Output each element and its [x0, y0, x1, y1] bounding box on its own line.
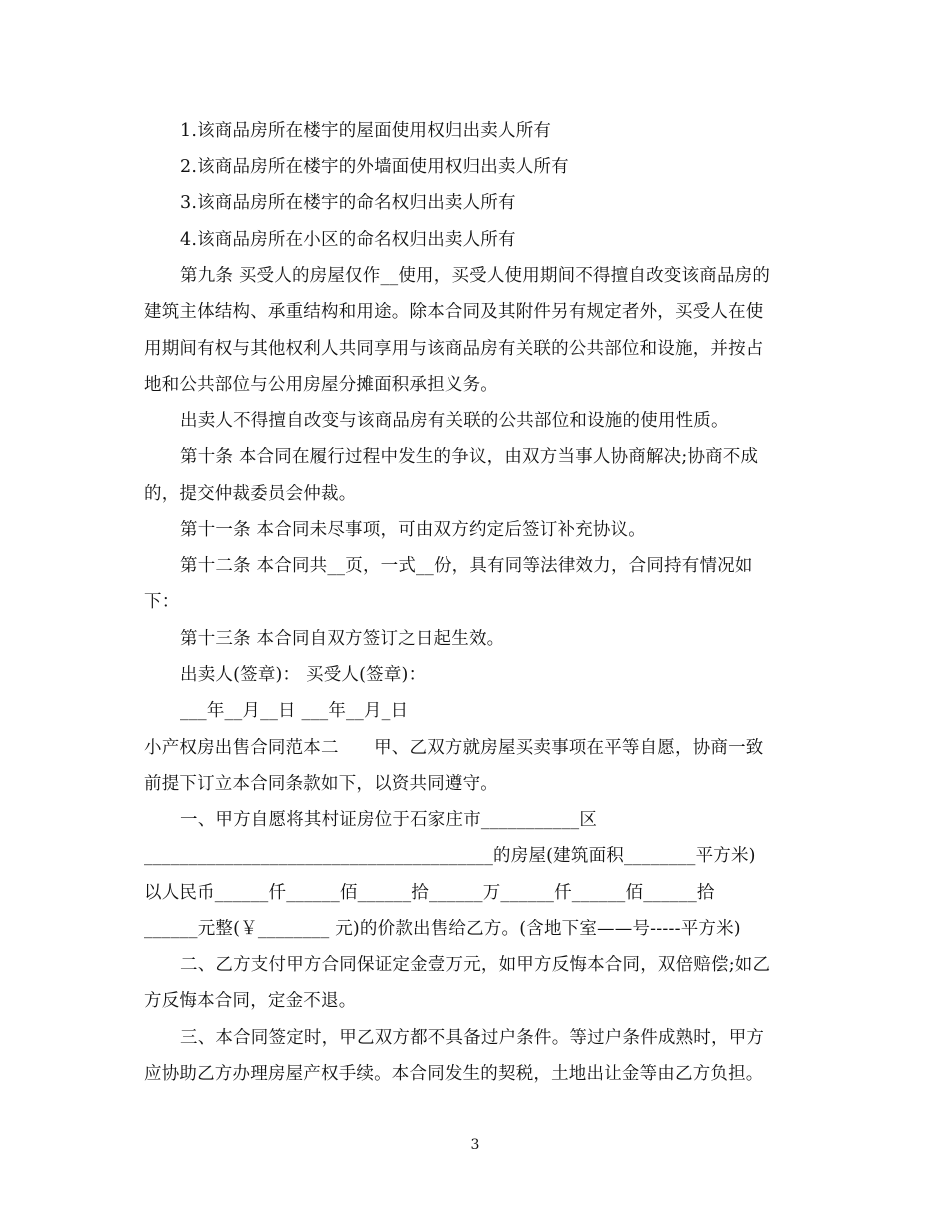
text-line: 建筑主体结构、承重结构和用途。除本合同及其附件另有规定者外，买受人在使: [144, 302, 764, 322]
text-line: 应协助乙方办理房屋产权手续。本合同发生的契税，土地出让金等由乙方负担。: [144, 1064, 764, 1084]
text-line: 小产权房出售合同范本二 甲、乙双方就房屋买卖事项在平等自愿，协商一致: [144, 738, 764, 758]
text-line: 4.该商品房所在小区的命名权归出卖人所有: [180, 230, 516, 250]
text-line: 一、甲方自愿将其村证房位于石家庄市___________区: [180, 810, 598, 830]
text-line: 3.该商品房所在楼宇的命名权归出卖人所有: [180, 193, 516, 213]
text-line: 出卖人不得擅自改变与该商品房有关联的公共部位和设施的使用性质。: [180, 411, 729, 431]
text-line: 以人民币______仟______佰______拾______万______仟______佰______拾: [144, 883, 715, 903]
page-number: 3: [470, 1137, 480, 1153]
text-line: 1.该商品房所在楼宇的屋面使用权归出卖人所有: [180, 121, 552, 141]
text-line: _______________________________________的房屋(建筑面积________平方米): [144, 846, 756, 866]
text-line: ___年__月__日 ___年__月_日: [180, 701, 409, 721]
text-line: 第十三条 本合同自双方签订之日起生效。: [180, 629, 505, 649]
text-line: 第十条 本合同在履行过程中发生的争议，由双方当事人协商解决;协商不成: [180, 447, 759, 467]
text-line: 前提下订立本合同条款如下，以资共同遵守。: [144, 774, 498, 794]
text-line: 用期间有权与其他权利人共同享用与该商品房有关联的公共部位和设施，并按占: [144, 339, 764, 359]
text-line: 2.该商品房所在楼宇的外墙面使用权归出卖人所有: [180, 157, 569, 177]
text-line: 地和公共部位与公用房屋分摊面积承担义务。: [144, 375, 498, 395]
text-line: 的，提交仲裁委员会仲裁。: [144, 484, 357, 504]
text-line: 方反悔本合同，定金不退。: [144, 991, 357, 1011]
text-line: 三、本合同签定时，甲乙双方都不具备过户条件。等过户条件成熟时，甲方: [180, 1028, 765, 1048]
text-line: 第十一条 本合同未尽事项，可由双方约定后签订补充协议。: [180, 520, 646, 540]
text-line: 出卖人(签章)： 买受人(签章)：: [180, 665, 427, 685]
text-line: 二、乙方支付甲方合同保证定金壹万元，如甲方反悔本合同，双倍赔偿;如乙: [180, 955, 771, 975]
text-line: 第十二条 本合同共__页，一式__份，具有同等法律效力，合同持有情况如: [180, 556, 753, 576]
text-line: 第九条 买受人的房屋仅作__使用，买受人使用期间不得擅自改变该商品房的: [180, 266, 771, 286]
text-line: ______元整(￥________ 元)的价款出售给乙方。(含地下室——号-----平方米): [144, 919, 741, 939]
text-line: 下：: [144, 592, 180, 612]
